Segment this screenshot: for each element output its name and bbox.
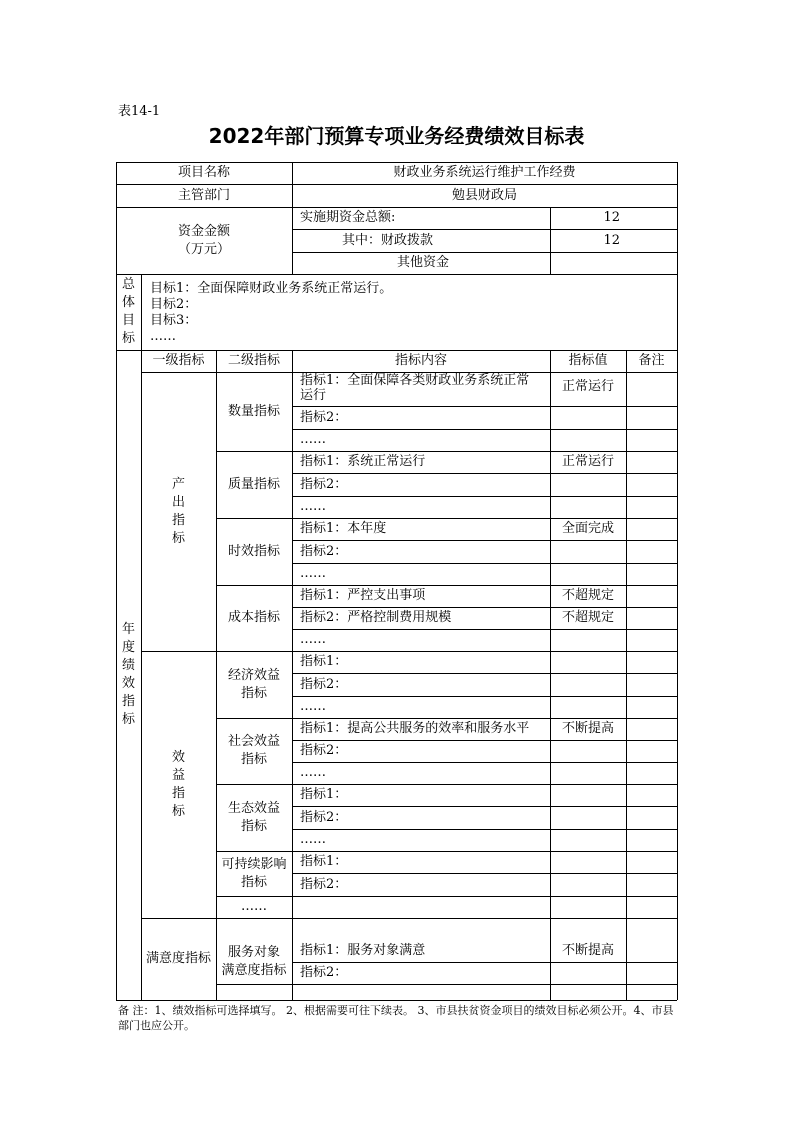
indicator-content: …… xyxy=(300,499,326,514)
vertical-char: 标 xyxy=(171,530,185,546)
grid-line xyxy=(626,350,627,1000)
grid-line xyxy=(116,350,677,351)
grid-line xyxy=(292,740,677,741)
header-content: 指标内容 xyxy=(394,353,447,368)
vertical-char: 总 xyxy=(121,277,135,292)
indicator-content: 指标2：严格控制费用规模 xyxy=(300,610,452,625)
grid-line xyxy=(550,350,551,1000)
dept-label: 主管部门 xyxy=(177,187,230,203)
grid-line xyxy=(292,451,677,452)
label-line: （万元） xyxy=(177,241,230,257)
indicator-content xyxy=(300,373,548,403)
indicator-content: 指标2： xyxy=(300,676,348,692)
indicator-content: …… xyxy=(300,566,326,581)
fund-total-value: 12 xyxy=(603,210,620,225)
label-line: 指标 xyxy=(240,874,267,890)
indicator-value: 全面完成 xyxy=(561,521,614,536)
vertical-char: 益 xyxy=(171,767,185,783)
vertical-char: 体 xyxy=(121,295,135,310)
grid-line xyxy=(141,274,142,1000)
fund-other-label: 其他资金 xyxy=(397,255,450,270)
grid-line xyxy=(292,585,677,586)
header-value: 指标值 xyxy=(568,353,608,368)
vertical-char: 年 xyxy=(121,622,135,637)
fund-fiscal-value: 12 xyxy=(603,232,620,248)
vertical-char: 出 xyxy=(171,494,185,510)
grid-line xyxy=(292,518,677,519)
indicator-content: 指标1： xyxy=(300,654,348,669)
level2-label: 质量指标 xyxy=(227,476,280,492)
level2-label xyxy=(216,733,292,769)
indicator-content: …… xyxy=(300,699,326,714)
indicator-content: 指标2： xyxy=(300,409,348,425)
overall-goal-item: 目标2： xyxy=(150,297,198,312)
grid-line xyxy=(216,451,292,452)
annual-indicator-label xyxy=(119,621,139,729)
grid-line xyxy=(116,162,117,1000)
indicator-content: …… xyxy=(300,832,326,847)
header-level2: 二级指标 xyxy=(227,353,280,368)
label-line: 指标 xyxy=(240,752,267,767)
grid-line xyxy=(292,350,293,1000)
label-line: 可持续影响 xyxy=(221,856,287,872)
grid-line xyxy=(292,784,677,785)
grid-line xyxy=(292,607,677,608)
grid-line xyxy=(677,162,678,1000)
vertical-char: 指 xyxy=(121,694,135,709)
label-line: 资金金额 xyxy=(177,223,230,239)
vertical-char: 标 xyxy=(121,331,135,346)
label-line: 满意度指标 xyxy=(221,963,287,978)
overall-goal-item: 目标1：全面保障财政业务系统正常运行。 xyxy=(150,281,393,296)
grid-line xyxy=(292,406,677,407)
indicator-content: 指标1：严控支出事项 xyxy=(300,588,426,603)
indicator-content: …… xyxy=(300,765,326,780)
grid-line xyxy=(292,540,677,541)
indicator-content: 指标2： xyxy=(300,965,348,980)
header-level1: 一级指标 xyxy=(152,353,205,368)
level2-label: 数量指标 xyxy=(227,403,280,419)
grid-line xyxy=(292,229,677,230)
grid-line xyxy=(292,873,677,874)
content-line: 运行 xyxy=(300,388,327,403)
grid-line xyxy=(292,829,677,830)
grid-line xyxy=(292,496,677,497)
indicator-value: 不超规定 xyxy=(561,588,614,603)
grid-line xyxy=(116,1000,677,1001)
fund-label xyxy=(116,223,292,259)
level2-label xyxy=(216,944,292,980)
vertical-char: 指 xyxy=(171,512,185,528)
grid-line xyxy=(292,429,677,430)
label-line: 社会效益 xyxy=(227,734,280,749)
grid-line xyxy=(216,896,677,897)
performance-target-table xyxy=(116,162,677,1000)
grid-line xyxy=(116,274,677,275)
grid-line xyxy=(216,651,292,652)
grid-line xyxy=(216,984,292,985)
vertical-char: 效 xyxy=(171,749,185,765)
grid-line xyxy=(216,784,292,785)
indicator-content: 指标1：本年度 xyxy=(300,521,387,536)
indicator-value: 不断提高 xyxy=(561,721,614,736)
indicator-content: 指标1：系统正常运行 xyxy=(300,454,426,469)
fund-fiscal-label: 其中：财政拨款 xyxy=(342,232,434,248)
grid-line xyxy=(292,762,677,763)
indicator-content: 指标2： xyxy=(300,543,348,559)
overall-goal-label xyxy=(119,276,139,348)
label-line: 服务对象 xyxy=(227,945,280,960)
level2-label xyxy=(216,856,292,892)
overall-goal-item: 目标3： xyxy=(150,313,198,328)
satisfaction-indicator-label: 满意度指标 xyxy=(145,951,211,966)
grid-line xyxy=(292,696,677,697)
benefit-indicator-label xyxy=(169,749,189,821)
level2-label: 时效指标 xyxy=(227,543,280,559)
level2-label xyxy=(216,800,292,836)
grid-line xyxy=(292,673,677,674)
grid-line xyxy=(116,207,677,208)
dept-value: 勉县财政局 xyxy=(451,187,517,203)
grid-line xyxy=(292,651,677,652)
grid-line xyxy=(141,918,677,919)
vertical-char: 效 xyxy=(121,676,135,691)
indicator-value: 不断提高 xyxy=(561,943,614,958)
vertical-char: 目 xyxy=(121,313,135,328)
project-name-value: 财政业务系统运行维护工作经费 xyxy=(393,165,576,180)
indicator-value: 正常运行 xyxy=(561,454,614,469)
fund-total-label: 实施期资金总额: xyxy=(300,210,396,225)
grid-line xyxy=(292,563,677,564)
vertical-char: 绩 xyxy=(121,658,135,673)
grid-line xyxy=(216,585,292,586)
grid-line xyxy=(116,162,677,163)
grid-line xyxy=(292,473,677,474)
overall-goal-item: …… xyxy=(150,329,176,344)
indicator-content: 指标1：服务对象满意 xyxy=(300,943,426,958)
indicator-content: …… xyxy=(300,632,326,647)
label-line: 指标 xyxy=(240,818,267,834)
grid-line xyxy=(141,651,216,652)
label-line: 经济效益 xyxy=(227,667,280,683)
grid-line xyxy=(292,629,677,630)
indicator-content: 指标2： xyxy=(300,876,348,892)
indicator-content: 指标2： xyxy=(300,743,348,758)
indicator-content: 指标1： xyxy=(300,854,348,869)
level2-more: …… xyxy=(241,899,267,914)
content-line: 指标1：全面保障各类财政业务系统正常 xyxy=(300,373,530,388)
indicator-value: 正常运行 xyxy=(561,379,614,394)
label-line: 指标 xyxy=(240,685,267,701)
vertical-char: 度 xyxy=(121,640,135,655)
grid-line xyxy=(116,184,677,185)
indicator-content: 指标1：提高公共服务的效率和服务水平 xyxy=(300,721,530,736)
grid-line xyxy=(216,851,292,852)
grid-line xyxy=(292,806,677,807)
footnote: 备 注：1、绩效指标可选择填写。 2、根据需要可往下续表。 3、市县扶贫资金项目的绩效目标必须公开。4、市县部门也应公开。 xyxy=(118,1004,674,1032)
grid-line xyxy=(292,984,677,985)
grid-line xyxy=(292,962,677,963)
grid-line xyxy=(292,252,677,253)
doc-label: 表14-1 xyxy=(118,104,161,119)
grid-line xyxy=(216,718,292,719)
grid-line xyxy=(292,718,677,719)
indicator-content: …… xyxy=(300,432,326,447)
vertical-char: 标 xyxy=(121,712,135,727)
vertical-char: 产 xyxy=(171,476,185,492)
label-line: 生态效益 xyxy=(227,800,280,816)
page-title: 2022年部门预算专项业务经费绩效目标表 xyxy=(208,124,585,148)
grid-line xyxy=(216,518,292,519)
vertical-char: 标 xyxy=(171,803,185,819)
indicator-content: 指标2： xyxy=(300,476,348,492)
level2-label xyxy=(216,667,292,703)
indicator-content: 指标1： xyxy=(300,787,348,802)
indicator-value: 不超规定 xyxy=(561,610,614,625)
grid-line xyxy=(292,851,677,852)
header-remark: 备注 xyxy=(638,353,665,368)
vertical-char: 指 xyxy=(171,785,185,801)
indicator-content: 指标2： xyxy=(300,809,348,825)
level2-label: 成本指标 xyxy=(227,610,280,625)
output-indicator-label xyxy=(169,476,189,548)
project-name-label: 项目名称 xyxy=(177,165,230,180)
